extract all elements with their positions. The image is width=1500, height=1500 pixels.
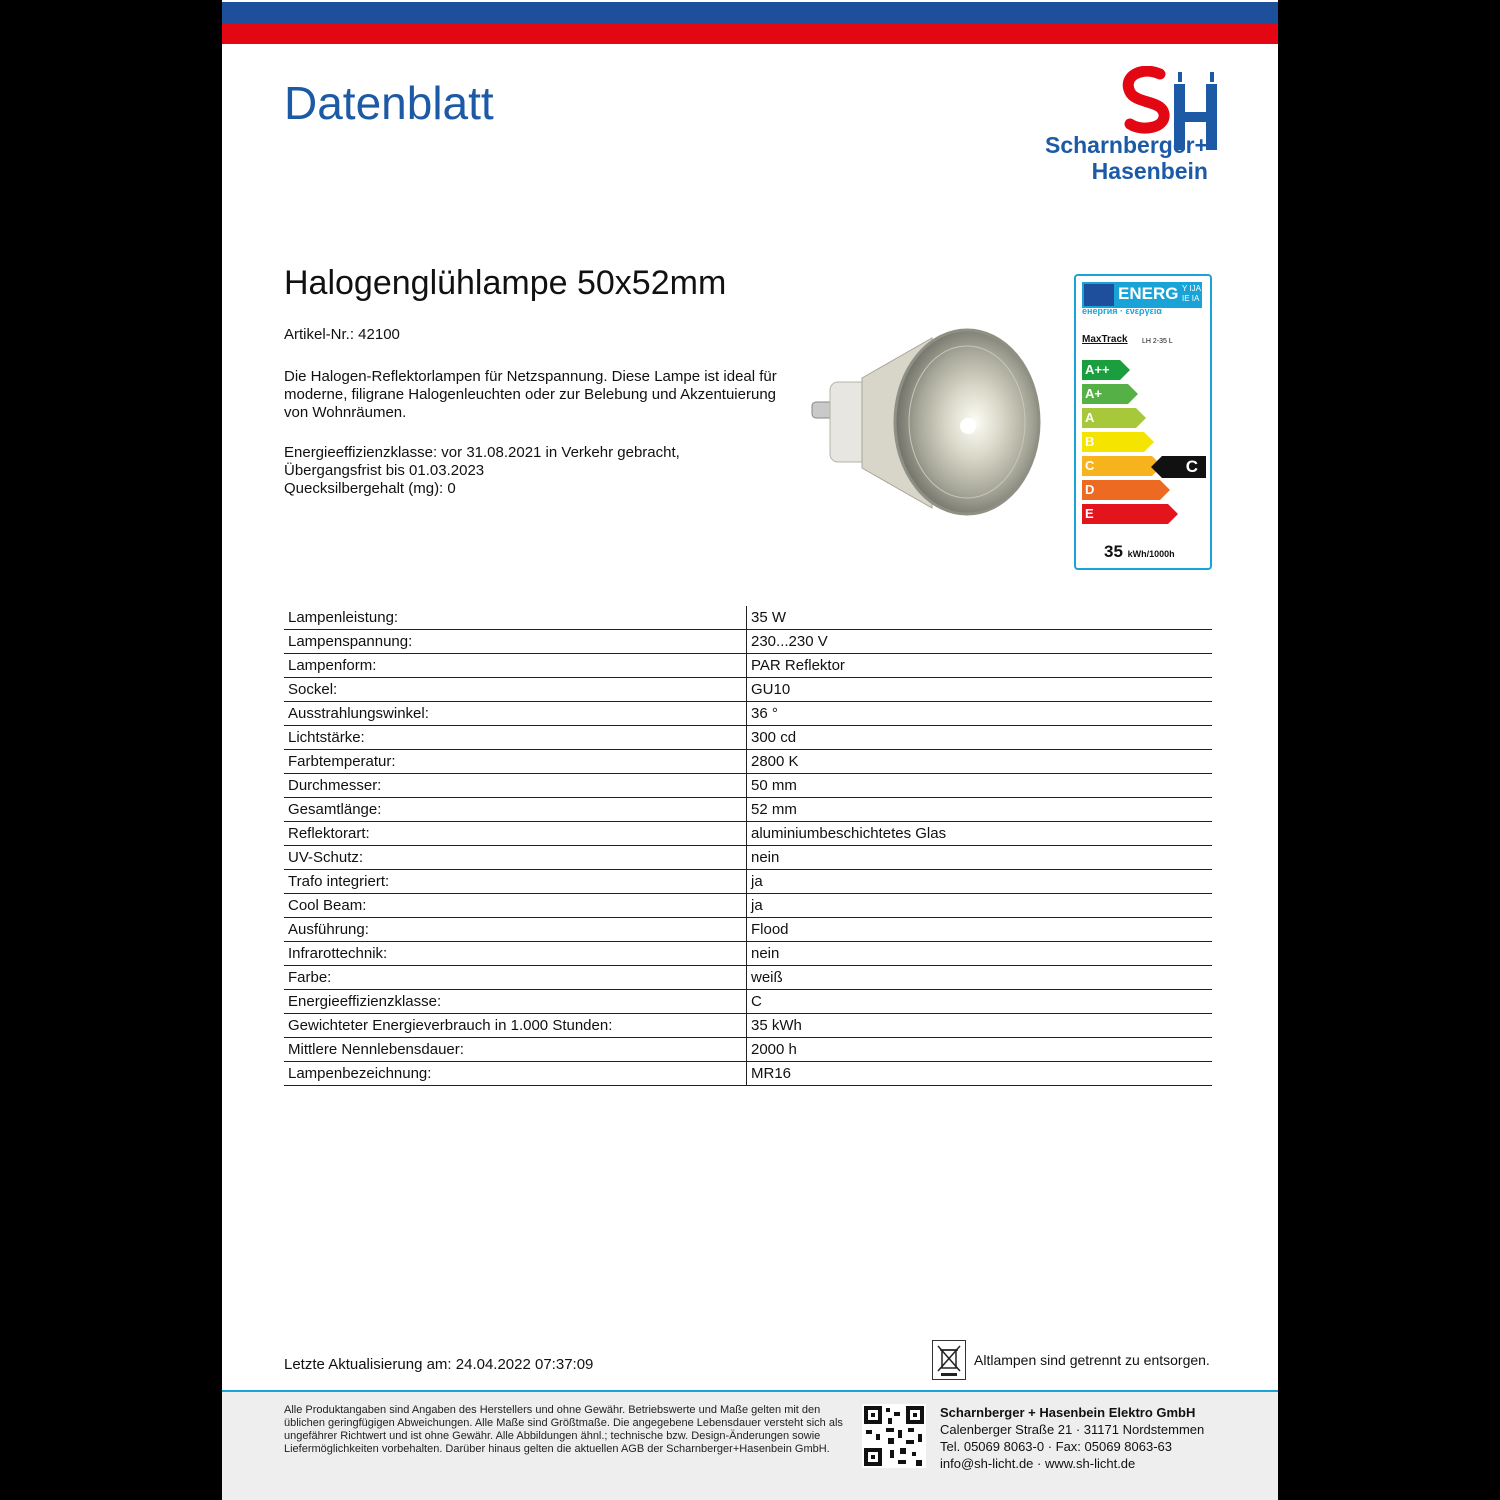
spec-row — [284, 990, 1212, 1014]
spec-row — [284, 822, 1212, 846]
datasheet-page — [222, 0, 1278, 1500]
spec-label: Farbtemperatur: — [284, 750, 747, 774]
spec-row — [284, 702, 1212, 726]
spec-value: 2800 K — [747, 750, 1213, 774]
qr-code-icon — [862, 1404, 926, 1468]
spec-row — [284, 798, 1212, 822]
spec-value: nein — [747, 846, 1213, 870]
energy-class-arrow: D — [1082, 480, 1160, 500]
spec-label: Energieeffizienzklasse: — [284, 990, 747, 1014]
spec-value: 35 kWh — [747, 1014, 1213, 1038]
spec-value: ja — [747, 894, 1213, 918]
energy-info-block — [284, 444, 784, 498]
company-address: Calenberger Straße 21 · 31171 Nordstemmen — [940, 1422, 1205, 1437]
spec-row — [284, 774, 1212, 798]
energy-rating-indicator: C — [1162, 456, 1206, 478]
footer-disclaimer: Alle Produktangaben sind Angaben des Herstellers und ohne Gewähr. Betriebswerte und Maße gelten mit den üblichen geringfügigen Abweichungen. Alle Maße sind Größtmaße. Die angegebene Lebensdauer versteht sich als ungefährer Richtwert und ist ohne Gewähr. Alle Abbildungen ähnl.; technische bzw. Design-Änderungen sowie Liefermöglichkeiten vorbehalten. Darüber hinaus gelten die aktuellen AGB der Scharnberger+Hasenbein GmbH. — [284, 1404, 843, 1455]
spec-row — [284, 1014, 1212, 1038]
crossed-bin-icon — [932, 1340, 966, 1380]
spec-row — [284, 1038, 1212, 1062]
spec-label: Trafo integriert: — [284, 870, 747, 894]
eu-flag-icon — [1084, 284, 1114, 306]
spec-row — [284, 750, 1212, 774]
spec-value: ja — [747, 870, 1213, 894]
spec-row — [284, 678, 1212, 702]
company-name: Scharnberger + Hasenbein Elektro GmbH — [940, 1405, 1196, 1420]
spec-value: 300 cd — [747, 726, 1213, 750]
consumption-value: 35 — [1104, 542, 1123, 561]
energy-label-manufacturer: MaxTrack — [1082, 334, 1128, 345]
spec-label: UV-Schutz: — [284, 846, 747, 870]
spec-label: Lampenspannung: — [284, 630, 747, 654]
header-band-blue — [222, 2, 1278, 24]
spec-row — [284, 654, 1212, 678]
footer — [222, 1390, 1278, 1500]
spec-value: 50 mm — [747, 774, 1213, 798]
spec-label: Lampenleistung: — [284, 606, 747, 630]
company-logo — [980, 66, 1220, 186]
spec-label: Infrarottechnik: — [284, 942, 747, 966]
consumption-unit: kWh/1000h — [1127, 549, 1175, 559]
last-update: Letzte Aktualisierung am: 24.04.2022 07:37:09 — [284, 1356, 594, 1373]
spec-value: 36 ° — [747, 702, 1213, 726]
spec-row — [284, 942, 1212, 966]
spec-value: nein — [747, 942, 1213, 966]
energy-label-model: LH 2-35 L — [1142, 338, 1173, 345]
spec-row — [284, 918, 1212, 942]
energy-label-suffix: Y IJA IE IA — [1182, 284, 1201, 303]
spec-label: Lampenbezeichnung: — [284, 1062, 747, 1086]
spec-value: 230...230 V — [747, 630, 1213, 654]
spec-row — [284, 870, 1212, 894]
energy-label-title: ENERG — [1118, 284, 1179, 303]
energy-consumption — [1104, 542, 1175, 562]
document-title: Datenblatt — [284, 77, 494, 129]
brand-name-line1: Scharnberger+ — [1045, 132, 1208, 158]
brand-name-line2: Hasenbein — [1091, 158, 1208, 184]
spec-table — [284, 606, 1212, 1086]
spec-value: 2000 h — [747, 1038, 1213, 1062]
energy-class-arrow: C — [1082, 456, 1152, 476]
spec-row — [284, 726, 1212, 750]
spec-value: MR16 — [747, 1062, 1213, 1086]
spec-value: aluminiumbeschichtetes Glas — [747, 822, 1213, 846]
spec-row — [284, 1062, 1212, 1086]
energy-class-arrow: A+ — [1082, 384, 1128, 404]
spec-value: Flood — [747, 918, 1213, 942]
header-band-red — [222, 24, 1278, 44]
energy-label-header — [1082, 282, 1202, 308]
spec-label: Ausführung: — [284, 918, 747, 942]
product-description: Die Halogen-Reflektorlampen für Netzspannung. Diese Lampe ist ideal für moderne, filigrane Halogenleuchten oder zur Belebung und Akzentuierung von Wohnräumen. — [284, 368, 777, 421]
product-title: Halogenglühlampe 50x52mm — [284, 264, 727, 302]
spec-value: C — [747, 990, 1213, 1014]
company-contact — [940, 1404, 1204, 1472]
energy-class-arrow: A — [1082, 408, 1136, 428]
spec-label: Ausstrahlungswinkel: — [284, 702, 747, 726]
company-phone: Tel. 05069 8063-0 · Fax: 05069 8063-63 — [940, 1439, 1173, 1454]
spec-label: Reflektorart: — [284, 822, 747, 846]
article-number: Artikel-Nr.: 42100 — [284, 326, 400, 343]
energy-label — [1074, 274, 1212, 570]
disposal-note: Altlampen sind getrennt zu entsorgen. — [974, 1352, 1210, 1368]
spec-row — [284, 606, 1212, 630]
energy-class-arrow: E — [1082, 504, 1168, 524]
spec-value: GU10 — [747, 678, 1213, 702]
company-web: info@sh-licht.de · www.sh-licht.de — [940, 1456, 1136, 1471]
spec-label: Farbe: — [284, 966, 747, 990]
energy-class-arrow: A++ — [1082, 360, 1120, 380]
transition-period: Übergangsfrist bis 01.03.2023 — [284, 462, 485, 479]
energy-class-arrow: B — [1082, 432, 1144, 452]
spec-value: PAR Reflektor — [747, 654, 1213, 678]
spec-value: 35 W — [747, 606, 1213, 630]
halogen-lamp-image — [802, 318, 1042, 528]
spec-label: Gewichteter Energieverbrauch in 1.000 Stunden: — [284, 1014, 747, 1038]
spec-label: Lampenform: — [284, 654, 747, 678]
spec-label: Mittlere Nennlebensdauer: — [284, 1038, 747, 1062]
mercury-content: Quecksilbergehalt (mg): 0 — [284, 480, 456, 497]
spec-row — [284, 894, 1212, 918]
spec-row — [284, 630, 1212, 654]
spec-value: 52 mm — [747, 798, 1213, 822]
spec-row — [284, 846, 1212, 870]
spec-value: weiß — [747, 966, 1213, 990]
spec-label: Sockel: — [284, 678, 747, 702]
spec-label: Lichtstärke: — [284, 726, 747, 750]
spec-row — [284, 966, 1212, 990]
energy-label-subtitle: енергия · ενεργεια — [1082, 306, 1162, 316]
spec-label: Gesamtlänge: — [284, 798, 747, 822]
energy-class-info: Energieeffizienzklasse: vor 31.08.2021 in Verkehr gebracht, — [284, 444, 680, 461]
spec-label: Cool Beam: — [284, 894, 747, 918]
spec-label: Durchmesser: — [284, 774, 747, 798]
